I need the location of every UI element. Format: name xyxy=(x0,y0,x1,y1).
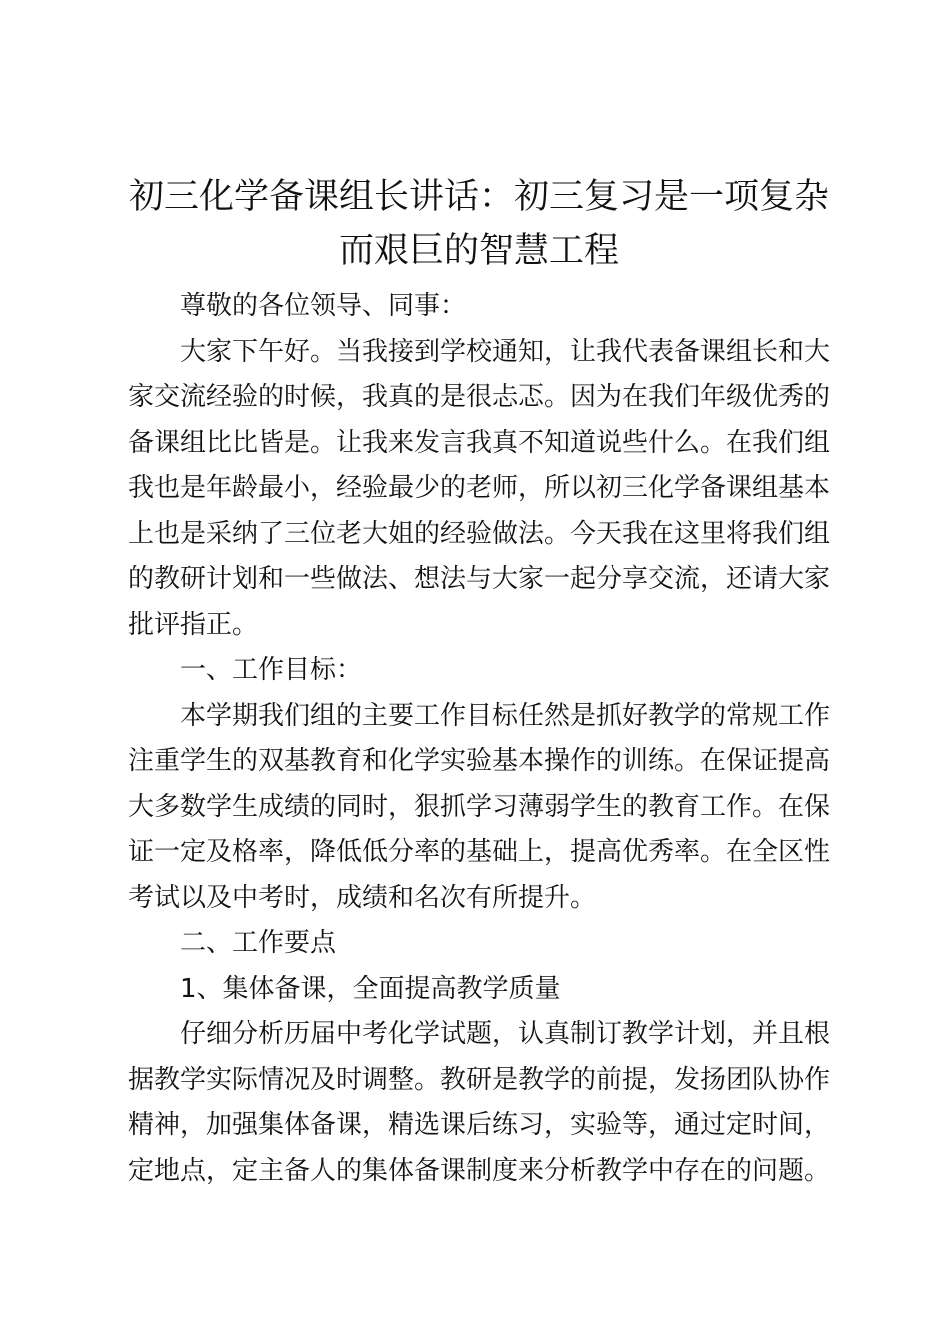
paragraph-work-goals: 本学期我们组的主要工作目标任然是抓好教学的常规工作注重学生的双基教育和化学实验基本操作的训练。在保证提高大多数学生成绩的同时，狠抓学习薄弱学生的教育工作。在保证一定及格率，降低低分率的基础上，提高优秀率。在全区性考试以及中考时，成绩和名次有所提升。 xyxy=(128,700,831,913)
document-page xyxy=(128,170,830,1194)
subheading-collective-prep: 1、集体备课，全面提高教学质量 xyxy=(180,973,561,1004)
heading-work-points: 二、工作要点 xyxy=(180,928,337,958)
document-title xyxy=(128,170,830,278)
paragraph-intro: 大家下午好。当我接到学校通知，让我代表备课组长和大家交流经验的时候，我真的是很忐忑。因为在我们年级优秀的备课组比比皆是。让我来发言我真不知道说些什么。在我们组我也是年龄最小，经验最少的老师，所以初三化学备课组基本上也是采纳了三位老大姐的经验做法。今天我在这里将我们组的教研计划和一些做法、想法与大家一起分享交流，还请大家批评指正。 xyxy=(128,336,831,640)
heading-work-goals: 一、工作目标： xyxy=(180,655,363,685)
salutation: 尊敬的各位领导、同事： xyxy=(180,291,467,321)
paragraph-collective-prep: 仔细分析历届中考化学试题，认真制订教学计划，并且根据教学实际情况及时调整。教研是教学的前提，发扬团队协作精神，加强集体备课，精选课后练习，实验等，通过定时间，定地点，定主备人的集体备课制度来分析教学中存在的问题。 xyxy=(128,1019,831,1186)
title-line-2: 而艰巨的智慧工程 xyxy=(338,231,619,271)
title-line-1: 初三化学备课组长讲话：初三复习是一项复杂 xyxy=(128,177,829,217)
